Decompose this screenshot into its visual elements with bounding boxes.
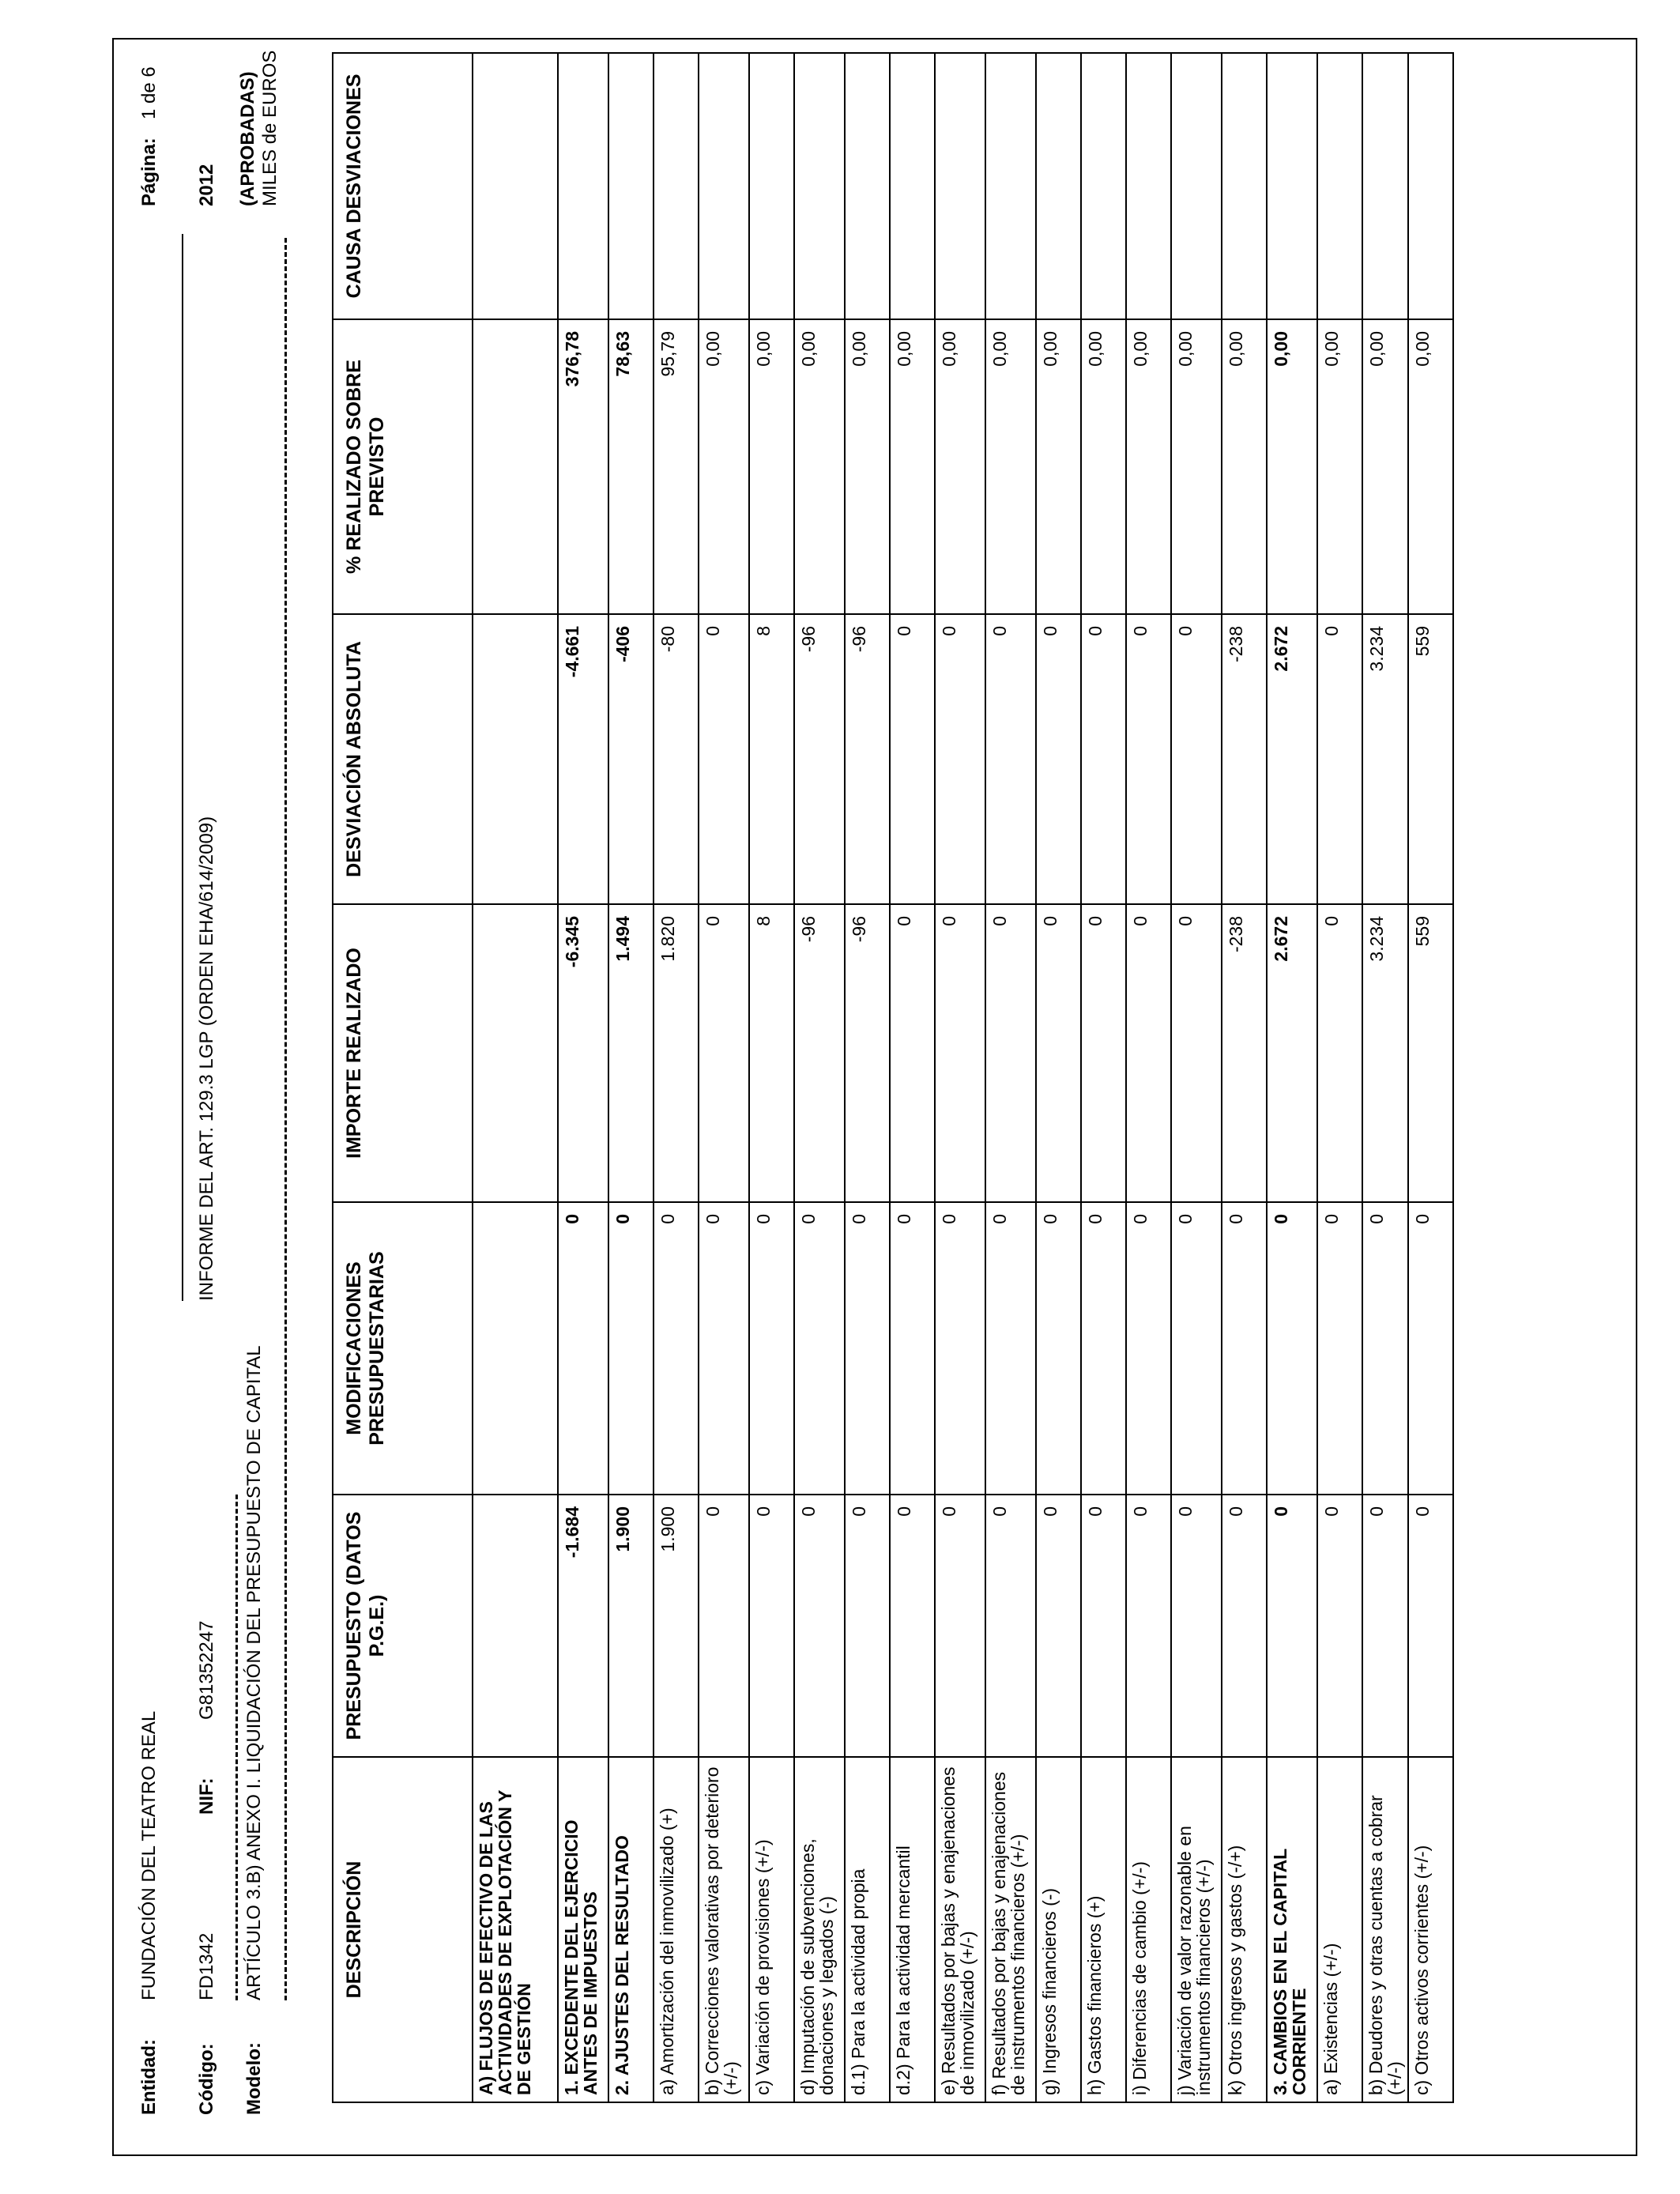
cell-importe: -238	[1222, 904, 1267, 1202]
cell-presupuesto: 0	[794, 1495, 845, 1757]
table-row	[1171, 53, 1222, 2102]
cell-descripcion: i) Diferencias de cambio (+/-)	[1126, 1757, 1171, 2102]
cell-importe: 2.672	[1267, 904, 1317, 1202]
cell-porcentaje: 0,00	[1081, 319, 1126, 614]
cell-porcentaje: 0,00	[890, 319, 935, 614]
cell-desviacion: -4.661	[558, 614, 608, 904]
dashed-underline-codigo	[235, 1495, 238, 2000]
table-row	[1317, 53, 1362, 2102]
cell-desviacion: 3.234	[1362, 614, 1408, 904]
cell-presupuesto: 0	[1222, 1495, 1267, 1757]
table-row	[794, 53, 845, 2102]
cell-desviacion: -96	[794, 614, 845, 904]
cell-presupuesto: 0	[1267, 1495, 1317, 1757]
cell-importe: 0	[699, 904, 749, 1202]
pagina-label: Página:	[138, 138, 160, 206]
cell-modificaciones: 0	[1036, 1202, 1081, 1495]
cell-descripcion: 2. AJUSTES DEL RESULTADO	[608, 1757, 654, 2102]
cell-porcentaje: 0,00	[845, 319, 890, 614]
cell-porcentaje: 0,00	[935, 319, 985, 614]
cell-desviacion: 0	[1171, 614, 1222, 904]
table-row	[608, 53, 654, 2102]
table-row	[1267, 53, 1317, 2102]
cell-porcentaje	[473, 319, 558, 614]
cell-modificaciones	[473, 1202, 558, 1495]
cell-causa	[654, 53, 699, 319]
cell-descripcion: a) Existencias (+/-)	[1317, 1757, 1362, 2102]
cell-importe: 3.234	[1362, 904, 1408, 1202]
cell-causa	[845, 53, 890, 319]
cell-importe: -96	[845, 904, 890, 1202]
cell-importe: 1.494	[608, 904, 654, 1202]
cell-presupuesto: 0	[1317, 1495, 1362, 1757]
cell-desviacion	[473, 614, 558, 904]
cell-desviacion: 559	[1408, 614, 1453, 904]
cell-descripcion: d.1) Para la actividad propia	[845, 1757, 890, 2102]
entidad-value: FUNDACIÓN DEL TEATRO REAL	[138, 1710, 160, 2000]
cell-importe: 0	[1036, 904, 1081, 1202]
cell-importe: 0	[985, 904, 1036, 1202]
cell-modificaciones: 0	[654, 1202, 699, 1495]
cell-causa	[935, 53, 985, 319]
cell-presupuesto: 1.900	[608, 1495, 654, 1757]
cell-presupuesto: 0	[1408, 1495, 1453, 1757]
cell-presupuesto: 0	[1036, 1495, 1081, 1757]
cell-descripcion: k) Otros ingresos y gastos (-/+)	[1222, 1757, 1267, 2102]
year-value: 2012	[196, 164, 217, 206]
modelo-label: Modelo:	[243, 2042, 265, 2115]
cell-descripcion: g) Ingresos financieros (-)	[1036, 1757, 1081, 2102]
cell-importe: 0	[1317, 904, 1362, 1202]
modelo-value: ARTÍCULO 3.B) ANEXO I. LIQUIDACIÓN DEL PRESUPUESTO DE CAPITAL	[243, 1345, 265, 2000]
entidad-label: Entidad:	[138, 2039, 160, 2115]
cell-descripcion: 1. EXCEDENTE DEL EJERCICIO ANTES DE IMPUESTOS	[558, 1757, 608, 2102]
cell-desviacion: 0	[1317, 614, 1362, 904]
cell-causa	[749, 53, 794, 319]
pagina-value: 1 de 6	[138, 66, 160, 119]
cell-descripcion: j) Variación de valor razonable en instrumentos financieros (+/-)	[1171, 1757, 1222, 2102]
cell-presupuesto: 0	[845, 1495, 890, 1757]
cell-causa	[890, 53, 935, 319]
cell-porcentaje: 0,00	[1267, 319, 1317, 614]
cell-importe: 0	[1081, 904, 1126, 1202]
aprobadas-label: (APROBADAS)	[237, 71, 258, 206]
cell-porcentaje: 0,00	[749, 319, 794, 614]
table-header-row	[333, 53, 473, 2102]
cell-descripcion: d.2) Para la actividad mercantil	[890, 1757, 935, 2102]
cell-presupuesto	[473, 1495, 558, 1757]
cell-porcentaje: 0,00	[1222, 319, 1267, 614]
col-causa: CAUSA DESVIACIONES	[333, 53, 473, 319]
table-row	[1036, 53, 1081, 2102]
cell-causa	[1408, 53, 1453, 319]
col-desviacion: DESVIACIÓN ABSOLUTA	[333, 614, 473, 904]
cell-causa	[1222, 53, 1267, 319]
cell-desviacion: 0	[985, 614, 1036, 904]
table-row	[1222, 53, 1267, 2102]
cell-porcentaje: 95,79	[654, 319, 699, 614]
cell-presupuesto: 0	[1126, 1495, 1171, 1757]
cell-porcentaje: 376,78	[558, 319, 608, 614]
cell-desviacion: 0	[890, 614, 935, 904]
codigo-value: FD1342	[196, 1932, 217, 2000]
table-row	[558, 53, 608, 2102]
table-row	[1081, 53, 1126, 2102]
cell-presupuesto: 1.900	[654, 1495, 699, 1757]
cell-porcentaje: 0,00	[1317, 319, 1362, 614]
cell-porcentaje: 78,63	[608, 319, 654, 614]
cell-descripcion: c) Variación de provisiones (+/-)	[749, 1757, 794, 2102]
cell-causa	[608, 53, 654, 319]
cell-presupuesto: 0	[985, 1495, 1036, 1757]
cell-importe: 0	[890, 904, 935, 1202]
cell-descripcion: f) Resultados por bajas y enajenaciones de instrumentos financieros (+/-)	[985, 1757, 1036, 2102]
cell-importe: 1.820	[654, 904, 699, 1202]
cell-importe: -6.345	[558, 904, 608, 1202]
cell-descripcion: c) Otros activos corrientes (+/-)	[1408, 1757, 1453, 2102]
cell-importe: 0	[1126, 904, 1171, 1202]
cell-presupuesto: 0	[935, 1495, 985, 1757]
table-row	[845, 53, 890, 2102]
cell-desviacion: 0	[1126, 614, 1171, 904]
cell-importe: 559	[1408, 904, 1453, 1202]
cell-presupuesto: 0	[1171, 1495, 1222, 1757]
cell-desviacion: 0	[1036, 614, 1081, 904]
table-row	[1362, 53, 1408, 2102]
cell-desviacion: 2.672	[1267, 614, 1317, 904]
col-descripcion: DESCRIPCIÓN	[333, 1757, 473, 2102]
cell-porcentaje: 0,00	[699, 319, 749, 614]
cell-porcentaje: 0,00	[1171, 319, 1222, 614]
liquidacion-table	[332, 52, 1454, 2103]
cell-modificaciones: 0	[608, 1202, 654, 1495]
cell-modificaciones: 0	[558, 1202, 608, 1495]
cell-descripcion: a) Amortización del inmovilizado (+)	[654, 1757, 699, 2102]
cell-modificaciones: 0	[1317, 1202, 1362, 1495]
table-body	[473, 53, 1453, 2102]
cell-causa	[1126, 53, 1171, 319]
cell-modificaciones: 0	[890, 1202, 935, 1495]
solid-rule-informe	[182, 234, 183, 1301]
cell-desviacion: 0	[699, 614, 749, 904]
table-row	[890, 53, 935, 2102]
cell-modificaciones: 0	[845, 1202, 890, 1495]
cell-causa	[794, 53, 845, 319]
table-row	[935, 53, 985, 2102]
cell-importe: 8	[749, 904, 794, 1202]
cell-presupuesto: 0	[890, 1495, 935, 1757]
cell-causa	[558, 53, 608, 319]
cell-presupuesto: 0	[1081, 1495, 1126, 1757]
cell-modificaciones: 0	[1408, 1202, 1453, 1495]
col-porcentaje: % REALIZADO SOBRE PREVISTO	[333, 319, 473, 614]
cell-descripcion: b) Correcciones valorativas por deterioro (+/-)	[699, 1757, 749, 2102]
cell-importe: -96	[794, 904, 845, 1202]
cell-porcentaje: 0,00	[1126, 319, 1171, 614]
cell-porcentaje: 0,00	[1036, 319, 1081, 614]
table-row	[473, 53, 558, 2102]
cell-causa	[1317, 53, 1362, 319]
cell-desviacion: -238	[1222, 614, 1267, 904]
cell-porcentaje: 0,00	[794, 319, 845, 614]
informe-title: INFORME DEL ART. 129.3 LGP (ORDEN EHA/614/2009)	[196, 816, 217, 1301]
cell-causa	[699, 53, 749, 319]
cell-porcentaje: 0,00	[1408, 319, 1453, 614]
cell-modificaciones: 0	[1267, 1202, 1317, 1495]
table-row	[749, 53, 794, 2102]
cell-modificaciones: 0	[935, 1202, 985, 1495]
cell-modificaciones: 0	[699, 1202, 749, 1495]
cell-porcentaje: 0,00	[985, 319, 1036, 614]
cell-descripcion: A) FLUJOS DE EFECTIVO DE LAS ACTIVIDADES DE EXPLOTACIÓN Y DE GESTIÓN	[473, 1757, 558, 2102]
cell-modificaciones: 0	[794, 1202, 845, 1495]
table-row	[985, 53, 1036, 2102]
nif-label: NIF:	[196, 1777, 217, 1815]
cell-porcentaje: 0,00	[1362, 319, 1408, 614]
cell-causa	[1362, 53, 1408, 319]
cell-desviacion: 0	[935, 614, 985, 904]
cell-importe: 0	[935, 904, 985, 1202]
cell-modificaciones: 0	[985, 1202, 1036, 1495]
cell-modificaciones: 0	[1222, 1202, 1267, 1495]
table-row	[654, 53, 699, 2102]
cell-causa	[473, 53, 558, 319]
table-row	[1408, 53, 1453, 2102]
table-row	[699, 53, 749, 2102]
cell-descripcion: b) Deudores y otras cuentas a cobrar (+/-)	[1362, 1757, 1408, 2102]
cell-causa	[985, 53, 1036, 319]
cell-causa	[1171, 53, 1222, 319]
cell-causa	[1036, 53, 1081, 319]
col-modificaciones: MODIFICACIONES PRESUPUESTARIAS	[333, 1202, 473, 1495]
cell-importe	[473, 904, 558, 1202]
cell-desviacion: -80	[654, 614, 699, 904]
cell-modificaciones: 0	[1126, 1202, 1171, 1495]
cell-presupuesto: 0	[1362, 1495, 1408, 1757]
cell-presupuesto: -1.684	[558, 1495, 608, 1757]
cell-causa	[1267, 53, 1317, 319]
cell-modificaciones: 0	[749, 1202, 794, 1495]
table-row	[1126, 53, 1171, 2102]
unidades-label: MILES de EUROS	[259, 50, 281, 206]
cell-modificaciones: 0	[1362, 1202, 1408, 1495]
cell-modificaciones: 0	[1081, 1202, 1126, 1495]
col-presupuesto: PRESUPUESTO (DATOS P.G.E.)	[333, 1495, 473, 1757]
cell-causa	[1081, 53, 1126, 319]
cell-desviacion: -96	[845, 614, 890, 904]
cell-desviacion: -406	[608, 614, 654, 904]
cell-descripcion: d) Imputación de subvenciones, donaciones y legados (-)	[794, 1757, 845, 2102]
cell-presupuesto: 0	[699, 1495, 749, 1757]
cell-descripcion: 3. CAMBIOS EN EL CAPITAL CORRIENTE	[1267, 1757, 1317, 2102]
col-importe: IMPORTE REALIZADO	[333, 904, 473, 1202]
cell-presupuesto: 0	[749, 1495, 794, 1757]
codigo-label: Código:	[196, 2043, 217, 2115]
cell-desviacion: 8	[749, 614, 794, 904]
cell-desviacion: 0	[1081, 614, 1126, 904]
nif-value: G81352247	[196, 1620, 217, 1720]
cell-importe: 0	[1171, 904, 1222, 1202]
dashed-underline-modelo	[284, 238, 287, 2000]
cell-descripcion: h) Gastos financieros (+)	[1081, 1757, 1126, 2102]
cell-descripcion: e) Resultados por bajas y enajenaciones de inmovilizado (+/-)	[935, 1757, 985, 2102]
cell-modificaciones: 0	[1171, 1202, 1222, 1495]
